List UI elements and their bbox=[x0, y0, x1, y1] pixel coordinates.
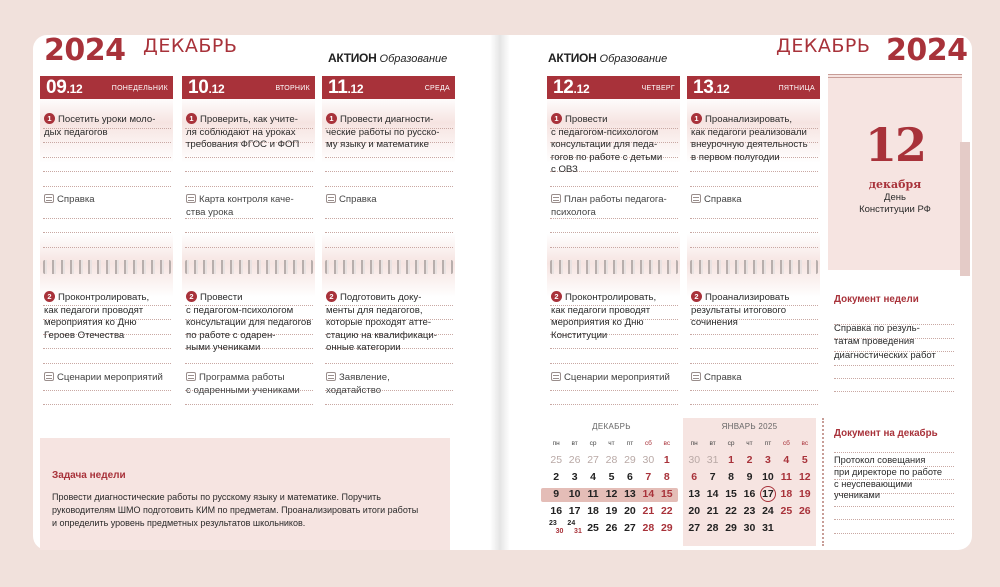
calendar-day[interactable]: 14 bbox=[706, 488, 719, 500]
calendar-title: ЯНВАРЬ 2025 bbox=[721, 422, 778, 431]
day-weekday: ЧЕТВЕРГ bbox=[641, 85, 675, 92]
weekday-label: пт bbox=[626, 440, 634, 447]
calendar-day[interactable]: 26 bbox=[605, 522, 618, 534]
day-number: 13 bbox=[693, 77, 714, 98]
calendar-day[interactable]: 19 bbox=[605, 505, 618, 517]
day-column bbox=[182, 76, 315, 411]
day-number: 12 bbox=[553, 77, 574, 98]
task-2 bbox=[44, 291, 172, 342]
note-lines bbox=[690, 204, 818, 248]
calendar-day[interactable]: 15 bbox=[725, 488, 737, 500]
calendar-day[interactable]: 15 bbox=[660, 488, 673, 500]
document-of-week-text: Справка по резуль- татам проведения диагностических работ bbox=[834, 323, 936, 361]
task-text: Провести с педагогом-психологом консультации для педа- гогов по работе с детьми с ОВЗ bbox=[551, 114, 663, 176]
weekday-label: чт bbox=[608, 440, 615, 447]
calendar-december bbox=[545, 418, 678, 546]
weekday-label: вс bbox=[801, 440, 809, 447]
weekday-label: пт bbox=[764, 440, 772, 447]
calendar-day[interactable]: 13 bbox=[688, 488, 701, 500]
calendar-day[interactable]: 16 bbox=[743, 488, 756, 500]
document-of-week-title: Документ недели bbox=[834, 294, 919, 305]
calendar-day-part: 24 bbox=[567, 520, 576, 527]
day-date bbox=[693, 77, 729, 99]
reference-1 bbox=[691, 193, 819, 206]
reference-1 bbox=[186, 193, 314, 219]
calendar-day[interactable]: 22 bbox=[660, 505, 673, 517]
document-icon bbox=[691, 372, 701, 381]
task-number-badge: 2 bbox=[186, 291, 197, 302]
calendar-day[interactable]: 4 bbox=[783, 454, 790, 466]
brand-logo-left bbox=[328, 51, 447, 65]
calendar-day[interactable]: 31 bbox=[762, 522, 774, 534]
task-number-badge: 1 bbox=[186, 113, 197, 124]
task-number-badge: 1 bbox=[551, 113, 562, 124]
brand-logo-right bbox=[548, 51, 667, 65]
day-month-suffix: .12 bbox=[713, 82, 730, 96]
day-date bbox=[553, 77, 589, 99]
calendar-day[interactable]: 13 bbox=[624, 488, 636, 500]
calendar-day[interactable]: 26 bbox=[798, 505, 811, 517]
reference-2 bbox=[326, 371, 454, 397]
weekday-label: вт bbox=[571, 440, 578, 447]
task-1 bbox=[186, 113, 314, 152]
calendar-day[interactable] bbox=[547, 520, 565, 537]
task-number-badge: 2 bbox=[44, 291, 55, 302]
day-column bbox=[547, 76, 680, 411]
reference-text: Справка bbox=[704, 194, 742, 205]
reference-2 bbox=[691, 371, 819, 384]
day-header bbox=[182, 76, 315, 99]
reference-text: Заявление, ходатайство bbox=[326, 372, 390, 396]
calendar-day[interactable]: 21 bbox=[706, 505, 719, 517]
calendar-day[interactable]: 7 bbox=[645, 471, 652, 483]
weekday-label: пн bbox=[690, 440, 698, 447]
calendar-day[interactable]: 28 bbox=[706, 522, 719, 534]
calendar-day[interactable]: 6 bbox=[691, 471, 698, 483]
calendar-day[interactable]: 30 bbox=[743, 522, 756, 534]
task-2 bbox=[186, 291, 314, 355]
task-1 bbox=[326, 113, 454, 152]
calendar-day[interactable]: 17 bbox=[568, 505, 581, 517]
calendar-day[interactable]: 27 bbox=[587, 454, 599, 466]
calendar-day[interactable]: 30 bbox=[688, 454, 701, 466]
calendar-day[interactable]: 27 bbox=[624, 522, 636, 534]
cut-line bbox=[822, 418, 824, 546]
task-2 bbox=[326, 291, 454, 355]
task-of-week-text: Провести диагностические работы по русскому языку и математике. Поручить руководителям ШМО подготовить КИМ по предметам. Проанализировать итоги работы и определить уровень предметных результатов школьников. bbox=[52, 492, 419, 528]
calendar-day[interactable]: 12 bbox=[798, 471, 811, 483]
reference-1 bbox=[44, 193, 172, 206]
document-of-month-title: Документ на декабрь bbox=[834, 428, 938, 439]
task-1 bbox=[551, 113, 679, 177]
task-text: Провести диагности- ческие работы по русско- му языку и математике bbox=[326, 114, 440, 151]
day-weekday: ВТОРНИК bbox=[275, 85, 310, 92]
day-month-suffix: .12 bbox=[573, 82, 590, 96]
spiral-binding bbox=[43, 260, 171, 274]
calendar-day[interactable]: 7 bbox=[709, 471, 716, 483]
calendar-day-part: 23 bbox=[549, 520, 557, 527]
document-icon bbox=[44, 372, 54, 381]
document-icon bbox=[44, 194, 54, 203]
calendar-title: ДЕКАБРЬ bbox=[592, 422, 631, 431]
calendar-grid bbox=[547, 440, 676, 537]
calendar-day[interactable]: 5 bbox=[608, 471, 615, 483]
task-text: Проверить, как учите- ля соблюдают на уроках требования ФГОС и ФОП bbox=[186, 114, 300, 151]
weekday-label: ср bbox=[589, 440, 597, 447]
calendar-day[interactable]: 31 bbox=[706, 454, 719, 466]
task-text: Подготовить доку- менты для педагогов, которые проходят атте- стацию на квалификаци- онные категории bbox=[326, 292, 437, 354]
brand-sub: Образование bbox=[379, 53, 448, 65]
tearoff-fold bbox=[960, 142, 970, 276]
task-text: Посетить уроки моло- дых педагогов bbox=[44, 114, 156, 138]
reference-text: Справка bbox=[57, 194, 95, 205]
task-2 bbox=[691, 291, 819, 330]
calendar-day[interactable]: 16 bbox=[550, 505, 563, 517]
calendar-day[interactable]: 4 bbox=[590, 471, 596, 483]
calendar-day[interactable]: 5 bbox=[801, 454, 808, 466]
calendar-day[interactable]: 17 bbox=[760, 486, 776, 502]
document-icon bbox=[186, 194, 196, 203]
day-number: 09 bbox=[46, 77, 67, 98]
task-text: Проконтролировать, как педагоги проводят мероприятия ко Дню Конституции bbox=[551, 292, 657, 341]
calendar-day[interactable]: 29 bbox=[725, 522, 737, 534]
calendar-day[interactable]: 25 bbox=[780, 505, 793, 517]
calendar-day[interactable]: 10 bbox=[568, 488, 581, 500]
tearoff-day: 12 bbox=[864, 118, 925, 172]
reference-2 bbox=[186, 371, 314, 397]
reference-2 bbox=[551, 371, 679, 384]
reference-text: Сценарии мероприятий bbox=[564, 372, 670, 383]
task-1 bbox=[44, 113, 172, 139]
weekday-label: вт bbox=[709, 440, 716, 447]
calendar-day[interactable]: 26 bbox=[568, 454, 581, 466]
calendar-day[interactable]: 11 bbox=[587, 488, 599, 500]
task-number-badge: 1 bbox=[44, 113, 55, 124]
task-number-badge: 2 bbox=[326, 291, 337, 302]
task-number-badge: 1 bbox=[691, 113, 702, 124]
calendar-day[interactable]: 25 bbox=[550, 454, 563, 466]
document-icon bbox=[186, 372, 196, 381]
calendar-day[interactable]: 8 bbox=[663, 471, 670, 483]
calendar-day[interactable]: 29 bbox=[624, 454, 636, 466]
calendar-day[interactable]: 3 bbox=[571, 471, 578, 483]
calendar-day[interactable]: 20 bbox=[688, 505, 701, 517]
calendar-day[interactable]: 10 bbox=[762, 471, 774, 483]
document-of-month-text: Протокол совещания при директоре по работе с неуспевающими учениками bbox=[834, 455, 943, 501]
task-2 bbox=[551, 291, 679, 342]
calendar-day-part: 31 bbox=[574, 528, 582, 535]
document-icon bbox=[326, 194, 336, 203]
calendar-day[interactable]: 18 bbox=[587, 505, 599, 517]
day-header bbox=[687, 76, 820, 99]
calendar-day[interactable]: 14 bbox=[642, 488, 655, 500]
calendar-day[interactable]: 9 bbox=[553, 488, 560, 500]
calendar-grid bbox=[685, 440, 814, 537]
brand-name: АКТИОН bbox=[328, 51, 377, 65]
day-column bbox=[687, 76, 820, 411]
calendar-day[interactable]: 29 bbox=[660, 522, 673, 534]
task-number-badge: 2 bbox=[691, 291, 702, 302]
calendar-day[interactable]: 27 bbox=[688, 522, 701, 534]
brand-sub: Образование bbox=[599, 53, 668, 65]
year-left: 2024 bbox=[44, 33, 126, 68]
calendar-day[interactable]: 23 bbox=[743, 505, 756, 517]
calendar-day[interactable] bbox=[777, 520, 795, 537]
note-lines bbox=[43, 204, 171, 248]
day-date bbox=[46, 77, 82, 99]
calendar-day[interactable]: 2 bbox=[746, 454, 753, 466]
note-lines bbox=[325, 204, 453, 248]
task-text: Проанализировать, как педагоги реализовали внеурочную деятельность в первом полугодии bbox=[691, 114, 808, 163]
calendar-day[interactable]: 3 bbox=[765, 454, 771, 466]
calendar-day[interactable]: 24 bbox=[762, 505, 774, 517]
calendar-day[interactable]: 11 bbox=[780, 471, 792, 483]
calendar-day[interactable]: 20 bbox=[624, 505, 636, 517]
book-gutter bbox=[490, 35, 510, 550]
weekday-label: ср bbox=[727, 440, 735, 447]
day-weekday: ПЯТНИЦА bbox=[778, 85, 815, 92]
calendar-day[interactable]: 2 bbox=[553, 471, 560, 483]
day-weekday: ПОНЕДЕЛЬНИК bbox=[111, 85, 168, 92]
calendar-day[interactable]: 6 bbox=[627, 471, 633, 483]
calendar-day[interactable] bbox=[565, 520, 583, 537]
calendar-day[interactable] bbox=[796, 520, 814, 537]
weekday-label: сб bbox=[644, 440, 652, 447]
reference-text: План работы педагога- психолога bbox=[551, 194, 667, 218]
calendar-day-part: 30 bbox=[555, 528, 564, 535]
reference-1 bbox=[551, 193, 679, 219]
day-number: 11 bbox=[328, 77, 348, 98]
calendar-day[interactable]: 28 bbox=[642, 522, 655, 534]
calendar-day[interactable]: 22 bbox=[725, 505, 737, 517]
weekday-label: пн bbox=[552, 440, 560, 447]
reference-text: Справка bbox=[339, 194, 377, 205]
document-icon bbox=[551, 194, 561, 203]
calendar-day[interactable]: 8 bbox=[728, 471, 734, 483]
weekday-label: вс bbox=[663, 440, 671, 447]
calendar-day[interactable]: 25 bbox=[587, 522, 599, 534]
day-column bbox=[322, 76, 455, 411]
task-of-week-box bbox=[40, 435, 450, 550]
spiral-binding bbox=[550, 260, 678, 274]
spiral-binding bbox=[690, 260, 818, 274]
day-month-suffix: .12 bbox=[66, 82, 83, 96]
brand-name: АКТИОН bbox=[548, 51, 597, 65]
reference-1 bbox=[326, 193, 454, 206]
calendar-day[interactable]: 21 bbox=[642, 505, 655, 517]
calendar-day[interactable]: 1 bbox=[663, 454, 670, 466]
calendar-day[interactable]: 19 bbox=[798, 488, 811, 500]
day-header bbox=[547, 76, 680, 99]
day-date bbox=[328, 77, 363, 99]
reference-text: Сценарии мероприятий bbox=[57, 372, 163, 383]
weekday-label: чт bbox=[746, 440, 753, 447]
task-number-badge: 1 bbox=[326, 113, 337, 124]
task-1 bbox=[691, 113, 819, 164]
day-month-suffix: .12 bbox=[347, 82, 364, 96]
year-right: 2024 bbox=[886, 33, 968, 68]
spiral-binding bbox=[325, 260, 453, 274]
spiral-binding bbox=[185, 260, 313, 274]
day-weekday: СРЕДА bbox=[424, 85, 450, 92]
day-number: 10 bbox=[188, 77, 209, 98]
month-right: ДЕКАБРЬ bbox=[776, 35, 871, 57]
document-icon bbox=[551, 372, 561, 381]
reference-2 bbox=[44, 371, 172, 384]
tearoff-month: декабря bbox=[868, 178, 922, 191]
tearoff-calendar bbox=[828, 74, 962, 270]
reference-text: Справка bbox=[704, 372, 742, 383]
document-icon bbox=[326, 372, 336, 381]
tearoff-holiday: День Конституции РФ bbox=[859, 192, 931, 215]
day-header bbox=[40, 76, 173, 99]
task-number-badge: 2 bbox=[551, 291, 562, 302]
task-text: Провести с педагогом-психологом консультации для педагогов по работе с одарен- ными учениками bbox=[186, 292, 312, 354]
reference-text: Карта контроля каче- ства урока bbox=[186, 194, 294, 218]
task-text: Проконтролировать, как педагоги проводят мероприятия ко Дню Героев Отечества bbox=[44, 292, 150, 341]
weekday-label: сб bbox=[782, 440, 790, 447]
calendar-day[interactable]: 12 bbox=[605, 488, 618, 500]
day-header bbox=[322, 76, 455, 99]
calendar-day[interactable]: 1 bbox=[728, 454, 734, 466]
day-column bbox=[40, 76, 173, 411]
calendar-day[interactable]: 28 bbox=[605, 454, 618, 466]
month-left: ДЕКАБРЬ bbox=[143, 35, 238, 57]
day-date bbox=[188, 77, 224, 99]
task-of-week-title: Задача недели bbox=[52, 470, 126, 481]
calendar-day[interactable]: 18 bbox=[780, 488, 793, 500]
reference-text: Программа работы с одаренными учениками bbox=[186, 372, 300, 396]
document-icon bbox=[691, 194, 701, 203]
calendar-day[interactable]: 30 bbox=[642, 454, 655, 466]
day-month-suffix: .12 bbox=[208, 82, 225, 96]
calendar-day[interactable]: 9 bbox=[746, 471, 753, 483]
task-text: Проанализировать результаты итогового сочинения bbox=[691, 292, 790, 329]
calendar-january bbox=[683, 418, 816, 546]
